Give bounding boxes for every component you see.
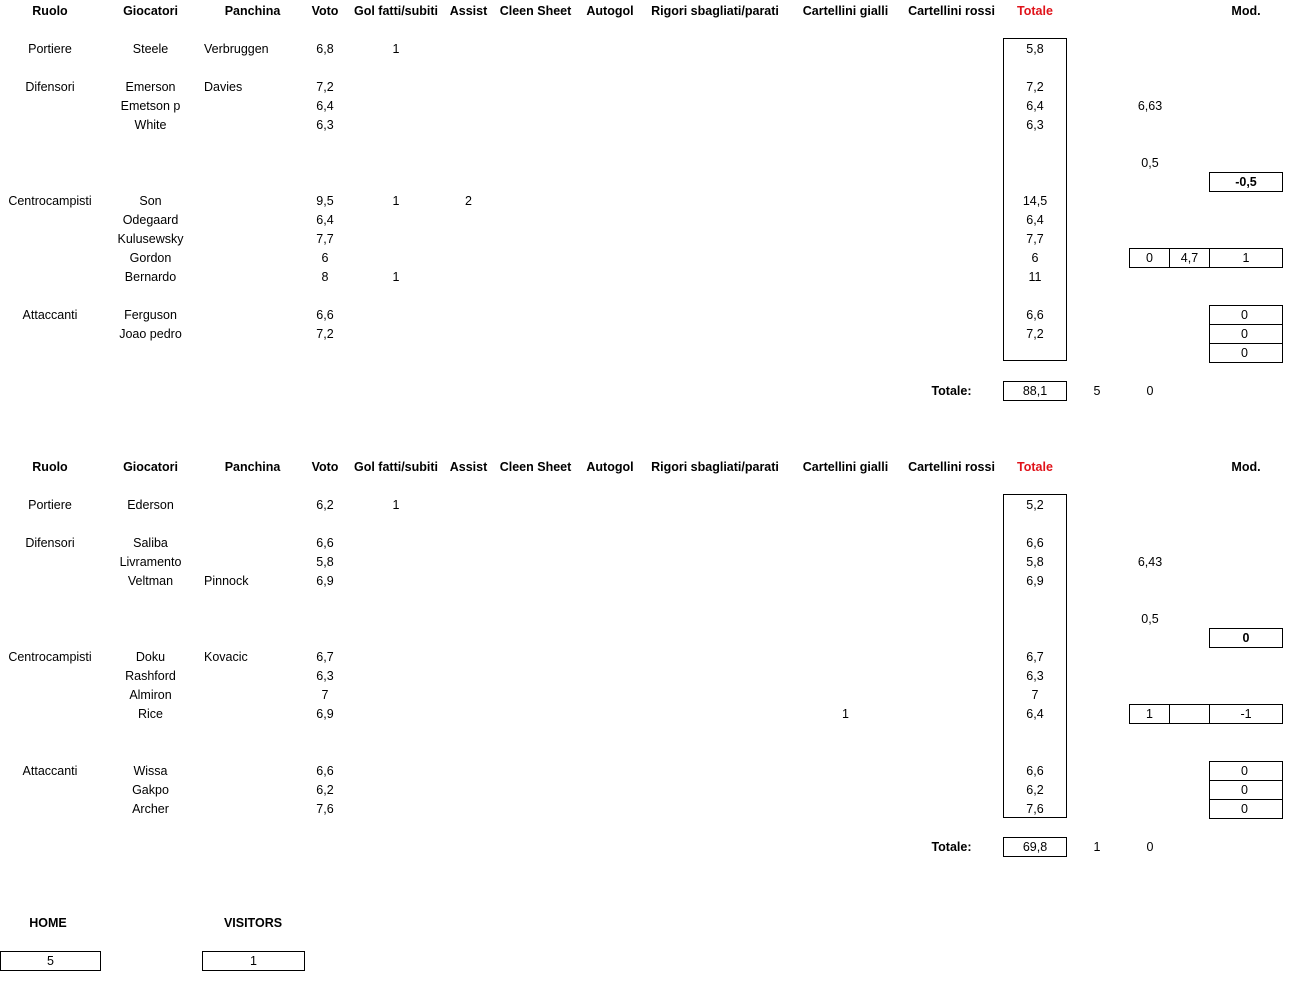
player-bench[interactable]: Davies [204,80,243,94]
home-att-box[interactable]: 0 [1209,324,1283,344]
player-voto[interactable]: 7,6 [316,802,334,816]
player-totale[interactable]: 6,4 [1026,707,1044,721]
role-centrocampisti[interactable]: Centrocampisti [8,650,92,664]
header-gol[interactable]: Gol fatti/subiti [353,460,439,474]
player-totale[interactable]: 7,2 [1026,327,1044,341]
player-name[interactable]: Gakpo [132,783,169,797]
player-bench[interactable]: Kovacic [204,650,248,664]
player-voto[interactable]: 6,3 [316,669,334,683]
header-gialli[interactable]: Cartellini gialli [802,460,889,474]
role-portiere[interactable]: Portiere [28,42,72,56]
player-totale[interactable]: 5,2 [1026,498,1044,512]
role-difensori[interactable]: Difensori [25,80,75,94]
away-mod-box[interactable]: 0 [1209,628,1283,648]
header-rigori[interactable]: Rigori sbagliati/parati [651,460,779,474]
player-name[interactable]: Ederson [127,498,174,512]
player-voto[interactable]: 6,7 [316,650,334,664]
role-portiere[interactable]: Portiere [28,498,72,512]
player-voto[interactable]: 7,2 [316,327,334,341]
player-totale[interactable]: 6,6 [1026,536,1044,550]
player-totale[interactable]: 6,7 [1026,650,1044,664]
player-totale[interactable]: 6,9 [1026,574,1044,588]
home-totale-value[interactable]: 88,1 [1003,381,1067,401]
header-voto[interactable]: Voto [311,4,339,18]
player-name[interactable]: Rashford [125,669,176,683]
home-def-average[interactable]: 6,63 [1137,99,1163,113]
role-centrocampisti[interactable]: Centrocampisti [8,194,92,208]
player-voto[interactable]: 6,6 [316,764,334,778]
player-gol[interactable]: 1 [392,42,400,56]
player-voto[interactable]: 5,8 [316,555,334,569]
header-autogol[interactable]: Autogol [586,460,634,474]
player-totale[interactable]: 7,2 [1026,80,1044,94]
player-totale[interactable]: 11 [1028,270,1042,284]
header-voto[interactable]: Voto [311,460,339,474]
header-mod[interactable]: Mod. [1231,4,1261,18]
away-att-box[interactable]: 0 [1209,799,1283,819]
away-totale-value[interactable]: 69,8 [1003,837,1067,857]
player-totale[interactable]: 6,4 [1026,99,1044,113]
player-name[interactable]: Emetson p [120,99,181,113]
player-totale[interactable]: 6,3 [1026,669,1044,683]
header-rigori[interactable]: Rigori sbagliati/parati [651,4,779,18]
player-voto[interactable]: 6,6 [316,308,334,322]
header-panchina[interactable]: Panchina [224,4,281,18]
player-totale[interactable]: 6,6 [1026,764,1044,778]
role-difensori[interactable]: Difensori [25,536,75,550]
header-gialli[interactable]: Cartellini gialli [802,4,889,18]
player-name[interactable]: Odegaard [122,213,179,227]
player-voto[interactable]: 6,2 [316,783,334,797]
home-goals[interactable]: 5 [1093,384,1101,398]
player-voto[interactable]: 6,9 [316,574,334,588]
player-voto[interactable]: 6 [321,251,329,265]
home-score[interactable]: 5 [0,951,101,971]
player-name[interactable]: Son [139,194,162,208]
player-voto[interactable]: 7,2 [316,80,334,94]
player-totale[interactable]: 7,7 [1026,232,1044,246]
player-name[interactable]: Joao pedro [119,327,182,341]
player-totale[interactable]: 6,3 [1026,118,1044,132]
header-ruolo[interactable]: Ruolo [32,460,68,474]
header-clean-sheet[interactable]: Cleen Sheet [499,4,572,18]
away-def-modifier[interactable]: 0,5 [1141,612,1159,626]
player-voto[interactable]: 6,4 [316,99,334,113]
player-voto[interactable]: 6,8 [316,42,334,56]
player-name[interactable]: Gordon [129,251,172,265]
player-gol[interactable]: 1 [392,194,400,208]
header-clean-sheet[interactable]: Cleen Sheet [499,460,572,474]
home-mid-box[interactable]: 1 [1209,248,1283,268]
player-name[interactable]: Emerson [125,80,176,94]
player-voto[interactable]: 7 [321,688,329,702]
role-attaccanti[interactable]: Attaccanti [22,764,78,778]
player-name[interactable]: Veltman [127,574,174,588]
home-mid-box[interactable]: 0 [1129,248,1170,268]
player-totale[interactable]: 5,8 [1026,42,1044,56]
header-ruolo[interactable]: Ruolo [32,4,68,18]
header-assist[interactable]: Assist [449,4,488,18]
player-voto[interactable]: 7,7 [316,232,334,246]
home-label: HOME [29,916,67,930]
away-totale-label: Totale: [931,840,972,854]
player-totale[interactable]: 7,6 [1026,802,1044,816]
player-voto[interactable]: 6,9 [316,707,334,721]
header-gol[interactable]: Gol fatti/subiti [353,4,439,18]
visitors-label: VISITORS [223,916,283,930]
home-extra[interactable]: 0 [1146,384,1154,398]
player-totale[interactable]: 7 [1031,688,1039,702]
player-totale[interactable]: 5,8 [1026,555,1044,569]
player-gol[interactable]: 1 [392,498,400,512]
away-mid-box[interactable]: -1 [1209,704,1283,724]
header-rossi[interactable]: Cartellini rossi [908,460,995,474]
player-totale[interactable]: 6,6 [1026,308,1044,322]
header-panchina[interactable]: Panchina [224,460,281,474]
player-name[interactable]: Steele [132,42,169,56]
player-voto[interactable]: 6,6 [316,536,334,550]
player-name[interactable]: Kulusewsky [117,232,184,246]
player-name[interactable]: Rice [137,707,163,721]
home-totale-label: Totale: [931,384,972,398]
header-totale[interactable]: Totale [1017,4,1053,18]
player-gol[interactable]: 1 [392,270,400,284]
player-totale[interactable]: 6,4 [1026,213,1044,227]
header-assist[interactable]: Assist [449,460,488,474]
player-gialli[interactable]: 1 [842,707,849,721]
away-def-average[interactable]: 6,43 [1137,555,1163,569]
home-mod-box[interactable]: -0,5 [1209,172,1283,192]
away-mid-box[interactable]: 1 [1129,704,1170,724]
player-name[interactable]: Ferguson [124,308,177,322]
home-att-box[interactable]: 0 [1209,305,1283,325]
player-bench[interactable]: Verbruggen [204,42,269,56]
home-mid-box[interactable]: 4,7 [1169,248,1210,268]
away-extra[interactable]: 0 [1146,840,1154,854]
player-name[interactable]: White [134,118,167,132]
header-giocatori[interactable]: Giocatori [123,460,178,474]
header-autogol[interactable]: Autogol [586,4,634,18]
home-def-modifier[interactable]: 0,5 [1141,156,1159,170]
header-totale[interactable]: Totale [1017,460,1053,474]
player-name[interactable]: Almiron [129,688,172,702]
away-mid-box[interactable] [1169,704,1210,724]
role-attaccanti[interactable]: Attaccanti [22,308,78,322]
player-name[interactable]: Archer [132,802,169,816]
player-voto[interactable]: 6,3 [316,118,334,132]
player-name[interactable]: Wissa [133,764,168,778]
player-name[interactable]: Livramento [119,555,182,569]
visitors-score[interactable]: 1 [202,951,305,971]
header-giocatori[interactable]: Giocatori [123,4,178,18]
away-goals[interactable]: 1 [1093,840,1101,854]
player-assist[interactable]: 2 [465,194,472,208]
player-voto[interactable]: 9,5 [316,194,334,208]
header-mod[interactable]: Mod. [1231,460,1261,474]
player-name[interactable]: Doku [135,650,166,664]
player-voto[interactable]: 6,4 [316,213,334,227]
player-totale[interactable]: 6 [1031,251,1039,265]
player-bench[interactable]: Pinnock [204,574,249,588]
player-totale[interactable]: 6,2 [1026,783,1044,797]
player-voto[interactable]: 6,2 [316,498,334,512]
player-name[interactable]: Saliba [133,536,168,550]
header-rossi[interactable]: Cartellini rossi [908,4,995,18]
home-att-box[interactable]: 0 [1209,343,1283,363]
player-totale[interactable]: 14,5 [1022,194,1048,208]
player-voto[interactable]: 8 [321,270,329,284]
away-att-box[interactable]: 0 [1209,761,1283,781]
away-att-box[interactable]: 0 [1209,780,1283,800]
player-name[interactable]: Bernardo [124,270,177,284]
